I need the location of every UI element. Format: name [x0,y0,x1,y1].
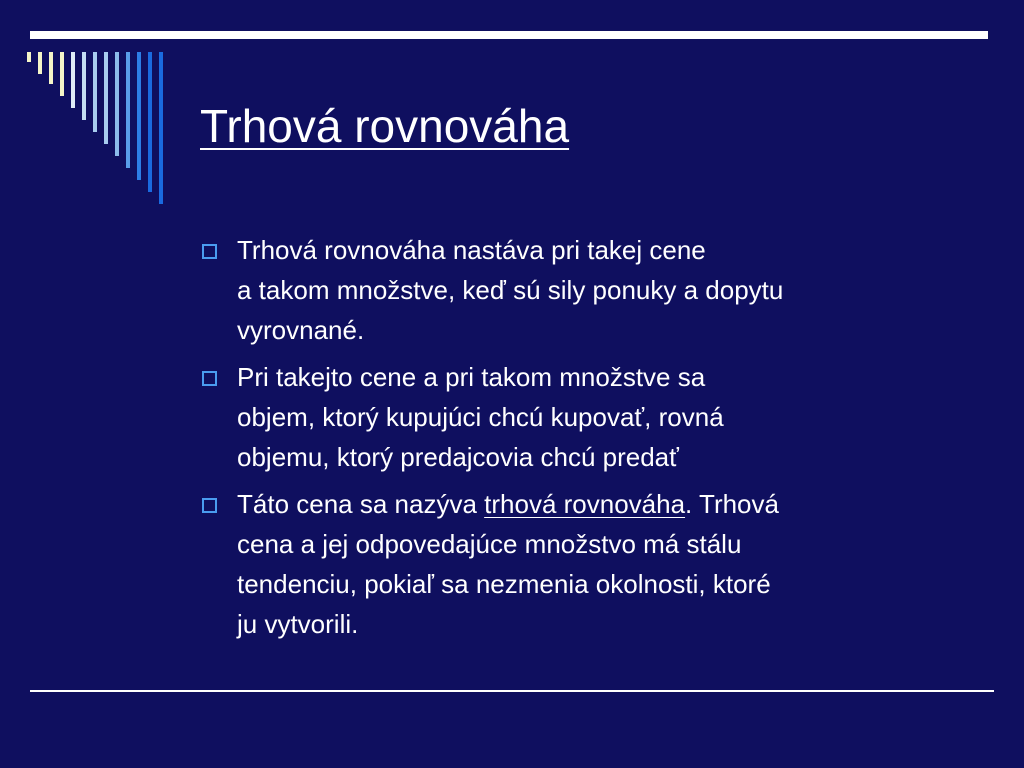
stripe-10 [126,52,130,168]
bullet-2-line-2: objem, ktorý kupujúci chcú kupovať, rovná [237,402,724,432]
stripe-8 [104,52,108,144]
stripe-5 [71,52,75,108]
stripe-7 [93,52,97,132]
bullet-1-line-1: Trhová rovnováha nastáva pri takej cene [237,235,706,265]
square-bullet-icon [202,371,217,386]
bullet-1-line-2: a takom množstve, keď sú sily ponuky a dopytu [237,275,784,305]
term-trhova-rovnovaha: trhová rovnováha [484,489,686,519]
bullet-3-line-2: cena a jej odpovedajúce množstvo má stálu [237,529,742,559]
square-bullet-icon [202,244,217,259]
bullet-3-line-4: ju vytvorili. [237,609,359,639]
slide-title: Trhová rovnováha [200,100,570,152]
bullet-item-3 [200,484,980,644]
bullet-item-2 [200,357,980,477]
stripe-4 [60,52,64,96]
bullet-item-1 [200,230,980,350]
bullet-3-text-before: Táto cena sa nazýva [237,489,485,519]
bullet-list [200,230,980,651]
bullet-2-line-1: Pri takejto cene a pri takom množstve sa [237,362,706,392]
stripe-2 [38,52,42,74]
stripe-1 [27,52,31,62]
bullet-1-line-3: vyrovnané. [237,315,365,345]
bullet-3-line-1 [237,484,980,524]
bullet-3-line-3: tendenciu, pokiaľ sa nezmenia okolnosti, ktoré [237,569,771,599]
stripe-12 [148,52,152,192]
stripe-3 [49,52,53,84]
bullet-2-line-3: objemu, ktorý predajcovia chcú predať [237,442,679,472]
stripe-13 [159,52,163,204]
stripe-9 [115,52,119,156]
decorative-stripes [0,0,180,220]
bullet-3-text-after: . Trhová [685,489,779,519]
bottom-rule [30,690,994,692]
stripe-6 [82,52,86,120]
stripe-11 [137,52,141,180]
square-bullet-icon [202,498,217,513]
